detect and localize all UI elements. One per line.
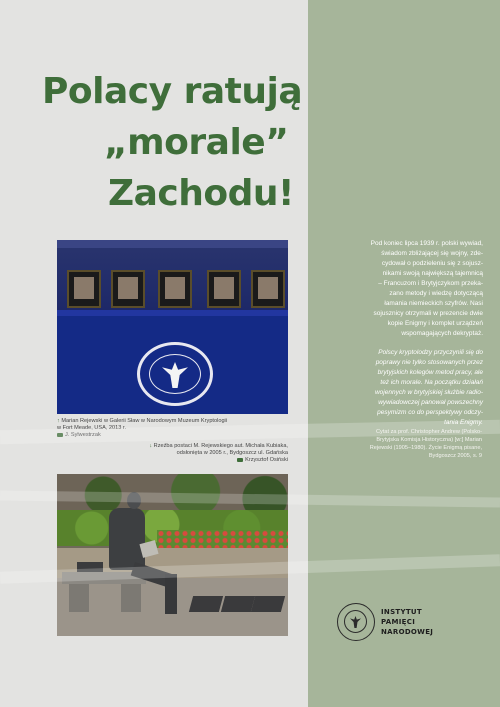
text-line: poprawy nie tylko stosowanych przez <box>375 359 483 366</box>
enigma-sculpture <box>77 562 103 572</box>
citation-line: Rejewski (1905–1980). Życie Enigmą pisane, <box>369 445 482 451</box>
portrait-frame <box>207 270 241 308</box>
photo-credit: Krzysztof Osiński <box>245 457 288 463</box>
title-line-1: Polacy ratują <box>42 71 303 112</box>
text-line: Polscy kryptolodzy przyczynili się do <box>378 349 483 356</box>
citation-line: Cytat za prof. Christopher Andrew (Polsko- <box>375 429 482 435</box>
caption-line: Rzeźba postaci M. Rejewskiego aut. Michała Kubiaka, <box>153 443 288 449</box>
text-line: nikami swoją największą tajemnicą <box>382 270 483 277</box>
photo-credit: J. Sylwestrzak <box>65 432 101 438</box>
nsa-seal-icon <box>137 342 213 406</box>
text-line: tania Enigmy. <box>444 419 483 426</box>
photo-nsa-gallery <box>57 240 288 414</box>
photo-ceiling-stripe <box>57 240 288 248</box>
text-line: też ich morale. Na początku działań <box>380 379 483 386</box>
text-line: wojennych w brytyjskiej służbie radio- <box>374 389 483 396</box>
text-line: pesymizm co do perspektywy odczy- <box>377 409 483 416</box>
paragraph-quote <box>323 348 483 428</box>
text-line: wspomagających dekryptaż. <box>401 330 483 337</box>
title-line-2: „morale” <box>104 122 289 163</box>
paragraph-intro <box>323 239 483 339</box>
ground-plaque <box>189 596 223 612</box>
ground-plaque <box>221 596 255 612</box>
text-line: kopie Enigmy i komplet urządzeń <box>387 320 483 327</box>
portrait-frame <box>251 270 285 308</box>
text-line: zano metody i wiedzę dotyczącą <box>389 290 483 297</box>
bench-leg <box>69 584 89 612</box>
portrait-frame <box>158 270 192 308</box>
up-arrow-icon: ↑ <box>57 418 60 424</box>
citation <box>318 428 482 460</box>
statue-head <box>127 492 141 509</box>
citation-line: Brytyjska Komisja Historyczna) [w:] Marian <box>376 437 482 443</box>
text-line: łamania niemieckich szyfrów. Nasi <box>384 300 483 307</box>
citation-line: Bydgoszcz 2005, s. 9 <box>428 453 482 459</box>
statue-body <box>109 508 145 570</box>
logo-line: INSTYTUT <box>381 608 422 616</box>
ground-plaque <box>251 596 285 612</box>
logo-line: PAMIĘCI <box>381 618 416 626</box>
portrait-frame <box>111 270 145 308</box>
text-line: cydował o podzieleniu się z sojusz- <box>381 260 483 267</box>
camera-icon <box>237 458 243 462</box>
ipn-logo-icon <box>337 603 375 641</box>
portrait-frame <box>67 270 101 308</box>
text-line: sojusznicy otrzymali w prezencie dwie <box>373 310 483 317</box>
photo-rejewski-statue <box>57 474 288 636</box>
photo2-caption <box>57 443 288 464</box>
text-line: świadom zbliżającej się wojny, zde- <box>381 250 483 257</box>
caption-line: odsłonięta w 2005 r., Bydgoszcz ul. Gdańska <box>176 450 288 456</box>
statue-shin <box>165 574 177 614</box>
down-arrow-icon: ↓ <box>149 443 153 449</box>
caption-line: Marian Rejewski w Galerii Sław w Narodowym Muzeum Kryptologii <box>61 418 228 424</box>
photo1-caption <box>57 418 292 439</box>
text-line: wywiadowczej panował powszechny <box>378 399 483 406</box>
bench-leg <box>121 584 141 612</box>
ipn-logo-text <box>381 607 433 637</box>
page-title <box>0 66 500 219</box>
logo-line: NARODOWEJ <box>381 628 434 636</box>
camera-icon <box>57 433 63 437</box>
caption-line: w Fort Meade, USA, 2013 r. <box>57 425 127 431</box>
text-line: Pod koniec lipca 1939 r. polski wywiad, <box>370 240 483 247</box>
title-line-3: Zachodu! <box>108 173 294 214</box>
text-line: brytyjskich kolegów metod pracy, ale <box>377 369 483 376</box>
text-line: – Francuzom i Brytyjczykom przeka- <box>378 280 483 287</box>
